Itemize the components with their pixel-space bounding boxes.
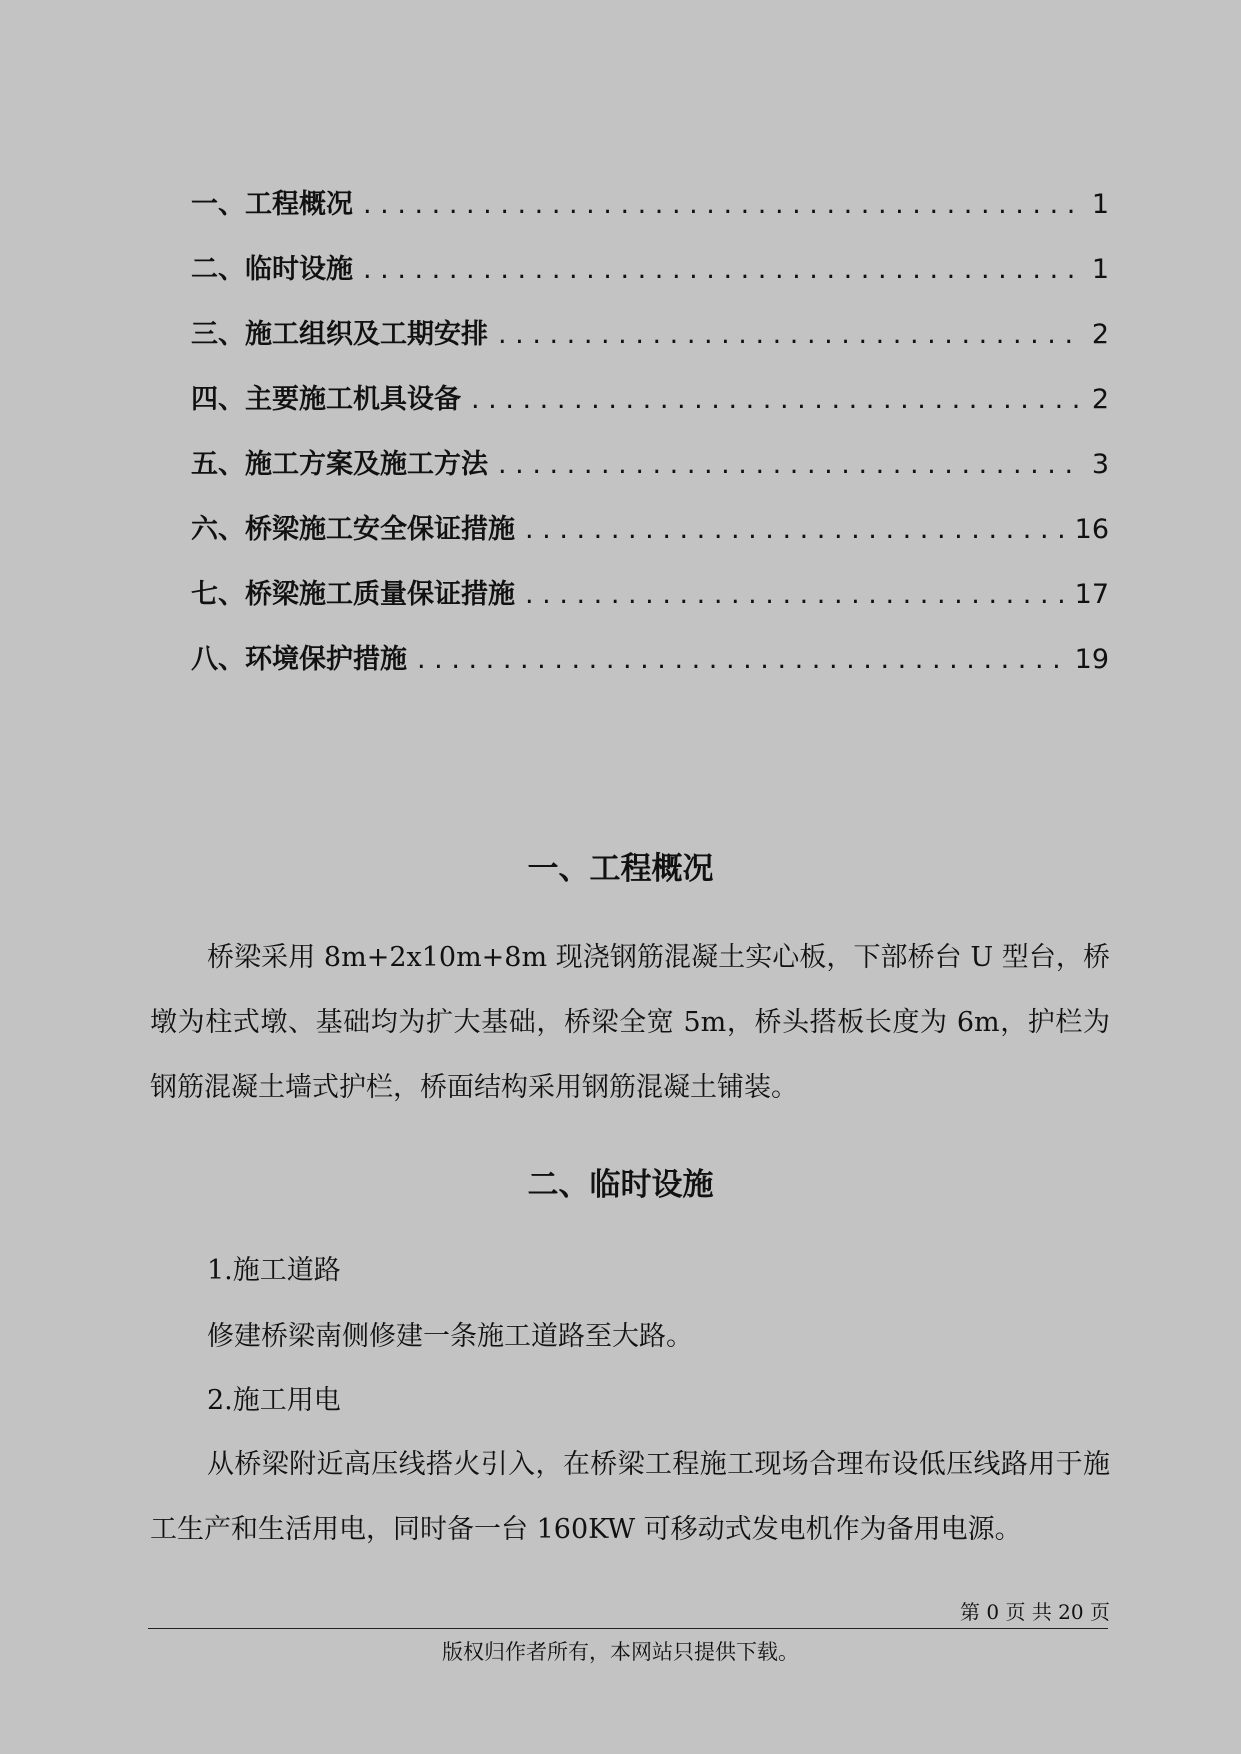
toc-entry[interactable] — [191, 237, 1109, 302]
footer-divider — [148, 1628, 1108, 1629]
toc-dot-leader — [417, 627, 1065, 692]
toc-entry-page: 1 — [1091, 189, 1109, 220]
body-paragraph: 桥梁采用 8m+2x10m+8m 现浇钢筋混凝土实心板，下部桥台 U 型台，桥墩为柱式墩、基础均为扩大基础，桥梁全宽 5m，桥头搭板长度为 6m，护栏为钢筋混凝土墙式护栏，桥面结构采用钢筋混凝土铺装。 — [150, 942, 1110, 1103]
subsection-title: 2.施工用电 — [207, 1385, 341, 1416]
subsection-title: 1.施工道路 — [207, 1255, 341, 1286]
table-of-contents — [191, 172, 1109, 692]
toc-entry-title: 四、主要施工机具设备 — [191, 384, 461, 415]
body-line: 修建桥梁南侧修建一条施工道路至大路。 — [207, 1321, 693, 1352]
toc-entry-title: 三、施工组织及工期安排 — [191, 319, 488, 350]
toc-entry-title: 一、工程概况 — [191, 189, 353, 220]
toc-entry-title: 二、临时设施 — [191, 254, 353, 285]
toc-entry-page: 19 — [1074, 644, 1109, 675]
toc-entry-page: 2 — [1091, 384, 1109, 415]
section-heading: 二、临时设施 — [527, 1167, 714, 1203]
toc-entry[interactable] — [191, 367, 1109, 432]
toc-entry-title: 八、环境保护措施 — [191, 644, 407, 675]
toc-entry-page: 1 — [1091, 254, 1109, 285]
toc-dot-leader — [525, 562, 1065, 627]
toc-entry-page: 17 — [1074, 579, 1109, 610]
toc-entry[interactable] — [191, 497, 1109, 562]
toc-dot-leader — [363, 172, 1082, 237]
toc-entry-page: 3 — [1091, 449, 1109, 480]
toc-entry[interactable] — [191, 432, 1109, 497]
section-heading: 一、工程概况 — [527, 851, 714, 887]
body-paragraph: 从桥梁附近高压线搭火引入，在桥梁工程施工现场合理布设低压线路用于施工生产和生活用电，同时备一台 160KW 可移动式发电机作为备用电源。 — [150, 1449, 1110, 1545]
toc-dot-leader — [363, 237, 1082, 302]
toc-entry[interactable] — [191, 627, 1109, 692]
toc-entry-page: 16 — [1074, 514, 1109, 545]
toc-dot-leader — [525, 497, 1065, 562]
toc-entry[interactable] — [191, 172, 1109, 237]
toc-dot-leader — [498, 432, 1082, 497]
toc-entry-title: 六、桥梁施工安全保证措施 — [191, 514, 515, 545]
footer-copyright: 版权归作者所有，本网站只提供下载。 — [442, 1640, 799, 1664]
toc-entry-page: 2 — [1091, 319, 1109, 350]
page-number: 第 0 页 共 20 页 — [960, 1600, 1110, 1624]
toc-dot-leader — [471, 367, 1082, 432]
toc-entry[interactable] — [191, 302, 1109, 367]
toc-entry-title: 五、施工方案及施工方法 — [191, 449, 488, 480]
toc-entry[interactable] — [191, 562, 1109, 627]
toc-entry-title: 七、桥梁施工质量保证措施 — [191, 579, 515, 610]
toc-dot-leader — [498, 302, 1082, 367]
